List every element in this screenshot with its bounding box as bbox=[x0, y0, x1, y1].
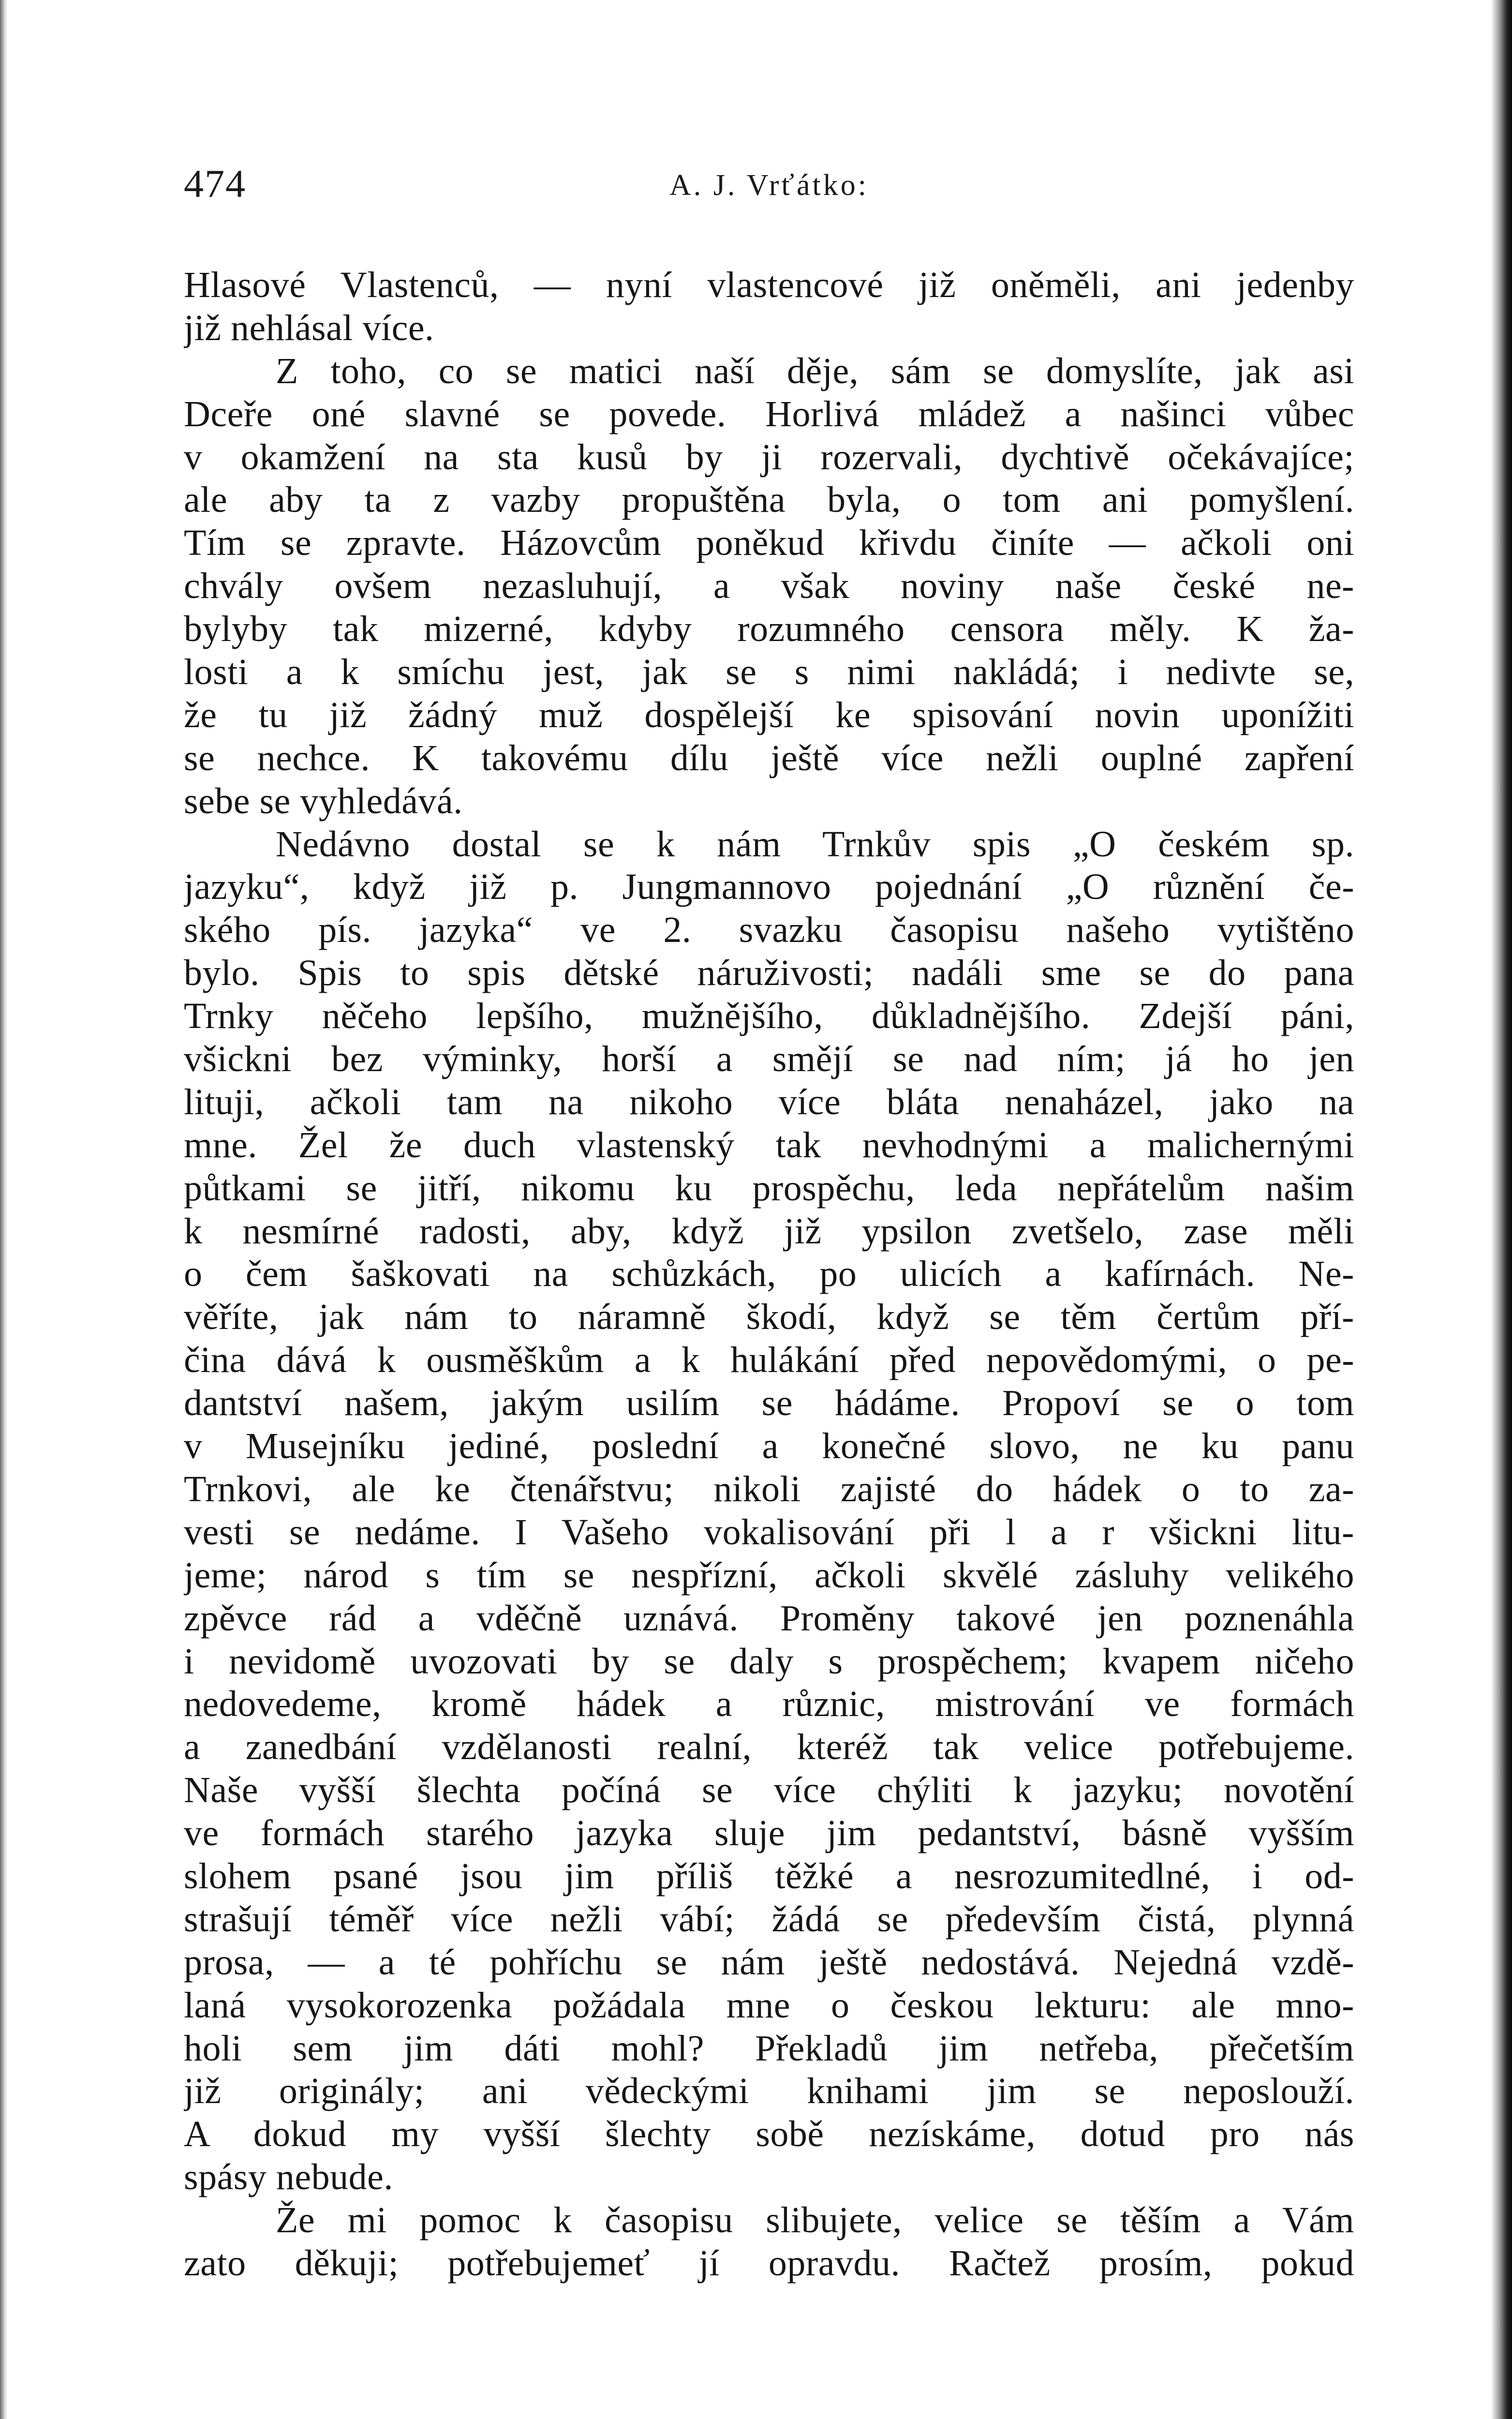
page-header bbox=[184, 160, 1354, 213]
text-line: zpěvce rád a vděčně uznává. Proměny takové jen poznenáhla bbox=[184, 1598, 1354, 1639]
text-line: Tím se zpravte. Házovcům poněkud křivdu činíte — ačkoli oni bbox=[184, 523, 1354, 564]
text-line: chvály ovšem nezasluhují, a však noviny naše české ne- bbox=[184, 566, 1354, 607]
page-left-edge bbox=[0, 0, 8, 2419]
text-line: ve formách starého jazyka sluje jim pedantství, básně vyšším bbox=[184, 1813, 1354, 1854]
text-line: Hlasové Vlastenců, — nyní vlastencové již oněměli, ani jedenby bbox=[184, 265, 1354, 305]
text-line: že tu již žádný muž dospělejší ke spisování novin uponížiti bbox=[184, 694, 1354, 735]
text-line: jeme; národ s tím se nespřízní, ačkoli skvělé zásluhy velikého bbox=[184, 1554, 1354, 1596]
text-line: lituji, ačkoli tam na nikoho více bláta nenaházel, jako na bbox=[184, 1081, 1354, 1122]
text-line: jazyku“, když již p. Jungmannovo pojednání „O různění če- bbox=[184, 866, 1354, 908]
text-line: bylyby tak mizerné, kdyby rozumného censora měly. K ža- bbox=[184, 609, 1354, 650]
text-line: Nedávno dostal se k nám Trnkův spis „O českém sp. bbox=[276, 823, 1354, 865]
text-line: Dceře oné slavné se povede. Horlivá mládež a našinci vůbec bbox=[184, 393, 1354, 434]
text-line: se nechce. K takovému dílu ještě více nežli ouplné zapření bbox=[184, 737, 1354, 778]
text-line: prosa, — a té pohříchu se nám ještě nedostává. Nejedná vzdě- bbox=[184, 1941, 1354, 1983]
text-line: o čem šaškovati na schůzkách, po ulicích a kafírnách. Ne- bbox=[184, 1254, 1354, 1295]
page-number: 474 bbox=[184, 162, 246, 206]
text-line: sebe se vyhledává. bbox=[184, 780, 463, 821]
running-head: A. J. Vrťátko: bbox=[669, 169, 869, 202]
text-line: ského pís. jazyka“ ve 2. svazku časopisu našeho vytištěno bbox=[184, 910, 1354, 951]
text-line: Z toho, co se matici naší děje, sám se domyslíte, jak asi bbox=[276, 350, 1354, 391]
text-line: Trnkovi, ale ke čtenářstvu; nikoli zajisté do hádek o to za- bbox=[184, 1468, 1354, 1509]
text-line: v Musejníku jediné, poslední a konečné slovo, ne ku panu bbox=[184, 1426, 1354, 1467]
text-line: strašují téměř více nežli vábí; žádá se především čistá, plynná bbox=[184, 1898, 1354, 1940]
text-line: ale aby ta z vazby propuštěna byla, o tom ani pomyšlení. bbox=[184, 479, 1354, 521]
text-line: dantství našem, jakým usilím se hádáme. Propoví se o tom bbox=[184, 1383, 1354, 1424]
text-line: nedovedeme, kromě hádek a různic, mistrování ve formách bbox=[184, 1684, 1354, 1725]
text-line: A dokud my vyšší šlechty sobě nezískáme, dotud pro nás bbox=[184, 2114, 1354, 2155]
text-line: věříte, jak nám to náramně škodí, když se těm čertům pří- bbox=[184, 1297, 1354, 1338]
text-line: Trnky něčeho lepšího, mužnějšího, důkladnějšího. Zdejší páni, bbox=[184, 996, 1354, 1037]
text-line: a zanedbání vzdělanosti realní, kteréž tak velice potřebujeme. bbox=[184, 1727, 1354, 1768]
page-binding-edge bbox=[1491, 0, 1512, 2419]
text-line: losti a k smíchu jest, jak se s nimi nakládá; i nedivte se, bbox=[184, 652, 1354, 693]
text-line: v okamžení na sta kusů by ji rozervali, dychtivě očekávajíce; bbox=[184, 436, 1354, 478]
text-line: půtkami se jitří, nikomu ku prospěchu, leda nepřátelům našim bbox=[184, 1167, 1354, 1209]
text-line: Že mi pomoc k časopisu slibujete, velice se těším a Vám bbox=[276, 2200, 1354, 2241]
text-line: všickni bez výminky, horší a smějí se nad ním; já ho jen bbox=[184, 1039, 1354, 1080]
text-line: k nesmírné radosti, aby, když již ypsilon zvetšelo, zase měli bbox=[184, 1210, 1354, 1252]
text-line: již originály; ani vědeckými knihami jim se neposlouží. bbox=[184, 2071, 1354, 2112]
text-line: bylo. Spis to spis dětské náruživosti; nadáli sme se do pana bbox=[184, 953, 1354, 994]
text-line: laná vysokorozenka požádala mne o českou lekturu: ale mno- bbox=[184, 1985, 1354, 2026]
text-line: holi sem jim dáti mohl? Překladů jim netřeba, přečetším bbox=[184, 2028, 1354, 2069]
body-text bbox=[184, 264, 1354, 2285]
text-line: již nehlásal více. bbox=[184, 307, 434, 348]
text-line: Naše vyšší šlechta počíná se více chýliti k jazyku; novotění bbox=[184, 1770, 1354, 1811]
text-line: mne. Žel že duch vlastenský tak nevhodnými a malichernými bbox=[184, 1124, 1354, 1165]
text-line: i nevidomě uvozovati by se daly s prospěchem; kvapem ničeho bbox=[184, 1641, 1354, 1682]
text-line: slohem psané jsou jim příliš těžké a nesrozumitedlné, i od- bbox=[184, 1855, 1354, 1896]
text-line: vesti se nedáme. I Vašeho vokalisování při l a r všickni litu- bbox=[184, 1511, 1354, 1553]
text-line: čina dává k ousměškům a k hulákání před nepovědomými, o pe- bbox=[184, 1340, 1354, 1381]
text-line: zato děkuji; potřebujemeť jí opravdu. Račtež prosím, pokud bbox=[184, 2242, 1354, 2284]
text-line: spásy nebude. bbox=[184, 2157, 393, 2198]
